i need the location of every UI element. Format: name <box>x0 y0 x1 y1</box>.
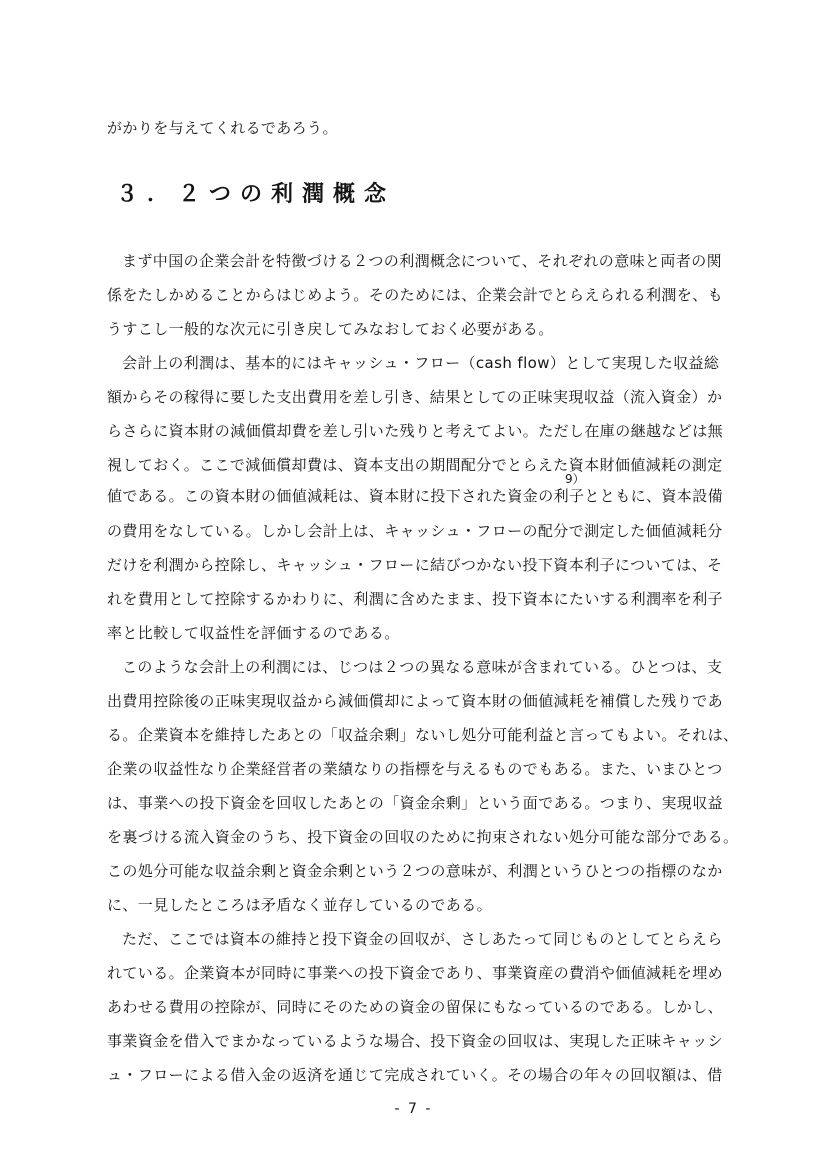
paragraph-3-line-3: る。企業資本を維持したあとの「収益余剰」ないし処分可能利益と言ってもよい。それは、 <box>107 726 739 744</box>
paragraph-4-line-5: ュ・フローによる借入金の返済を通じて完成されていく。その場合の年々の回収額は、借 <box>107 1066 723 1084</box>
paragraph-1-line-2: 係をたしかめることからはじめよう。そのためには、企業会計でとらえられる利潤を、も <box>107 286 724 304</box>
paragraph-3-line-1: このような会計上の利潤には、じつは２つの異なる意味が含まれている。ひとつは、支 <box>122 658 723 676</box>
paragraph-2-line-7: だけを利潤から控除し、キャッシュ・フローに結びつかない投下資本利子については、そ <box>107 556 723 574</box>
paragraph-4-line-4: 事業資金を借入でまかなっているような場合、投下資金の回収は、実現した正味キャッシ <box>107 1032 724 1050</box>
paragraph-3-line-6: を裏づける流入資金のうち、投下資金の回収のために拘束されない処分可能な部分である。 <box>107 828 739 846</box>
paragraph-3-line-5: は、事業への投下資金を回収したあとの「資金余剰」という面である。つまり、実現収益 <box>107 794 724 812</box>
paragraph-3-line-2: 出費用控除後の正味実現収益から減価償却によって資本財の価値減耗を補償した残りであ <box>107 692 724 710</box>
paragraph-1-line-3: うすこし一般的な次元に引き戻してみなおしておく必要がある。 <box>107 320 554 338</box>
paragraph-2-line-5: 値である。この資本財の価値減耗は、資本財に投下された資金の利子とともに、資本設備 <box>107 487 724 505</box>
footnote-marker: 9） <box>565 472 585 486</box>
paragraph-3-line-8: に、一見したところは矛盾なく並存しているのである。 <box>107 896 493 914</box>
paragraph-4-line-1: ただ、ここでは資本の維持と投下資金の回収が、さしあたって同じものとしてとらえら <box>122 930 723 948</box>
paragraph-2-line-3: らさらに資本財の減価償却費を差し引いた残りと考えてよい。ただし在庫の継越などは無 <box>107 422 724 440</box>
paragraph-4-line-3: あわせる費用の控除が、同時にそのための資金の留保にもなっているのである。しかし、 <box>107 998 724 1016</box>
paragraph-2-line-1: 会計上の利潤は、基本的にはキャッシュ・フロー（cash flow）として実現した収益総 <box>122 354 720 372</box>
paragraph-2-line-6: の費用をなしている。しかし会計上は、キャッシュ・フローの配分で測定した価値減耗分 <box>107 522 723 540</box>
paragraph-2-line-4: 視しておく。ここで減価償却費は、資本支出の期間配分でとらえた資本財価値減耗の測定 <box>107 456 723 474</box>
continuation-line: がかりを与えてくれるであろう。 <box>107 119 338 137</box>
paragraph-3-line-4: 企業の収益性なり企業経営者の業績なりの指標を与えるものでもある。また、いまひとつ <box>107 760 723 778</box>
paragraph-1-line-1: まず中国の企業会計を特徴づける２つの利潤概念について、それぞれの意味と両者の関 <box>122 252 723 270</box>
paragraph-4-line-2: れている。企業資本が同時に事業への投下資金であり、事業資産の費消や価値減耗を埋め <box>107 964 724 982</box>
paragraph-3-line-7: この処分可能な収益余剰と資金余剰という２つの意味が、利潤というひとつの指標のなか <box>107 862 723 880</box>
section-heading: ３．２つの利潤概念 <box>116 182 396 207</box>
page-number: - 7 - <box>394 1101 433 1117</box>
paragraph-2-line-2: 額からその稼得に要した支出費用を差し引き、結果としての正味実現収益（流入資金）か <box>107 388 723 406</box>
paragraph-2-line-8: れを費用として控除するかわりに、利潤に含めたまま、投下資本にたいする利潤率を利子 <box>107 590 724 608</box>
paragraph-2-line-9: 率と比較して収益性を評価するのである。 <box>107 624 400 642</box>
